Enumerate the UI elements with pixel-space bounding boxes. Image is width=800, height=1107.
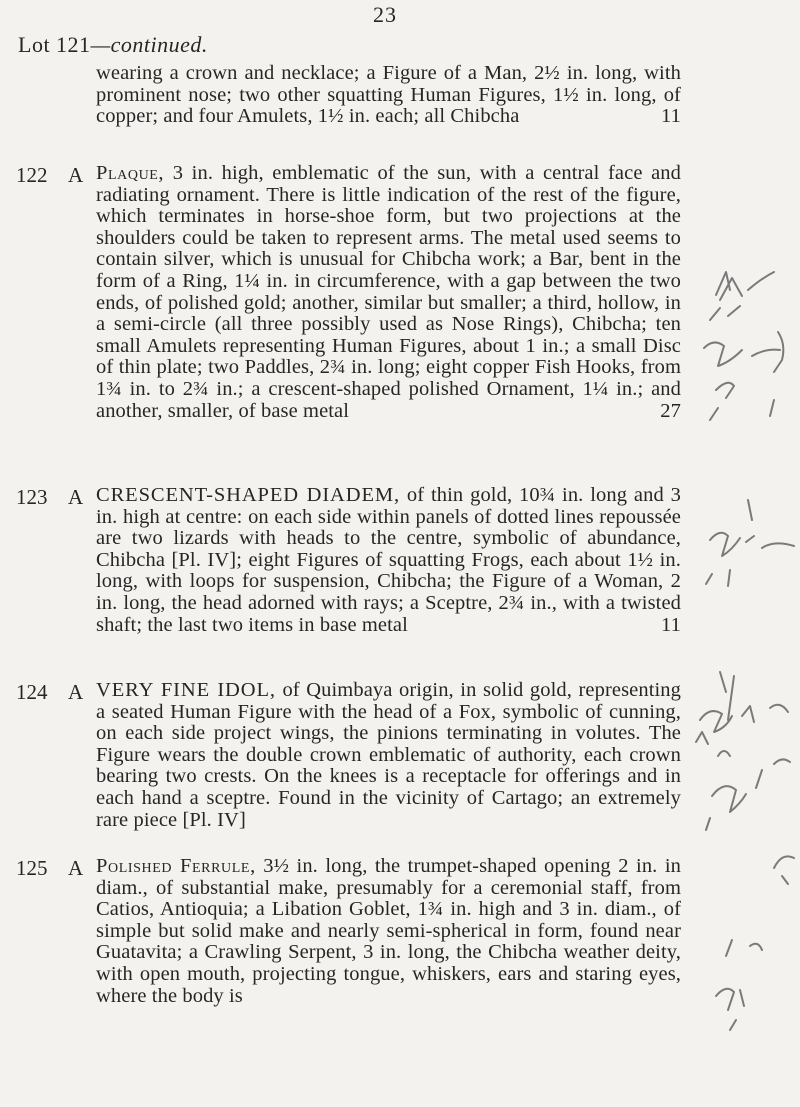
lot-label: Lot 121 bbox=[18, 32, 91, 57]
annotation-125 bbox=[716, 856, 794, 1030]
lot-number: 124 bbox=[16, 680, 48, 704]
entry-lead: Plaque, bbox=[96, 162, 165, 184]
entry-body bbox=[96, 680, 681, 831]
entry-text: 3½ in. long, the trumpet-shaped opening 2 in. in diam., of substantial make, presumably for a ceremonial staff, from Catios, Antioquia; a Libation Goblet, 1¾ in. high and 3 in. diam., of simple but solid make and nearly semi-spherical in form, found near Guatavita; a Crawling Serpent, 3 in. long, the Chibcha weather deity, with open mouth, projecting tongue, whiskers, ears and staring eyes, where the body is bbox=[96, 855, 682, 1007]
lot-header bbox=[18, 32, 208, 58]
entry-lead: CRESCENT-SHAPED DIADEM, bbox=[96, 484, 401, 506]
entry-text: of Quimbaya origin, in solid gold, representing a seated Human Figure with the head of a Fox, symbolic of cunning, on each side project wings, the pinions terminating in volutes. The Figure wears the double crown emblematic of authority, each crown bearing two crests. On the knees is a receptacle for offerings and in each hand a sceptre. Found in the vicinity of Cartago; an extremely rare piece [Pl. IV] bbox=[96, 679, 681, 831]
pencil-annotations bbox=[670, 0, 800, 1107]
annotation-122 bbox=[704, 272, 783, 420]
entry-text: 3 in. high, emblematic of the sun, with a central face and radiating ornament. There is little indication of the rest of the figure, which terminates in horse-shoe form, but two projections at the shoulders could be taken to represent arms. The metal used seems to contain silver, which is unusual for Chibcha work; a Bar, bent in the form of a Ring, 1¼ in. in circumference, with a gap between the two ends, of polished gold; another, similar but smaller; a third, hollow, in a semi-circle (all three possibly used as Nose Rings), Chibcha; ten small Amulets representing Human Figures, about 1 in.; a small Disc of thin plate; two Paddles, 2¾ in. long; eight copper Fish Hooks, from 1¾ in. to 2¾ in.; a crescent-shaped polished Ornament, 1¼ in.; and another, smaller, of base metal bbox=[96, 162, 681, 422]
page-number: 23 bbox=[373, 2, 397, 27]
lot-article: A bbox=[68, 680, 84, 704]
entry-body bbox=[96, 485, 681, 636]
lot-article: A bbox=[68, 485, 84, 509]
lot-article: A bbox=[68, 163, 84, 187]
entry-text: of thin gold, 10¾ in. long and 3 in. high at centre: on each side within panels of dotted lines repoussée are two lizards with heads to the centre, symbolic of abundance, Chibcha [Pl. IV]; eight Figures of squatting Frogs, each about 1½ in. long, with loops for suspension, Chibcha; the Figure of a Woman, 2 in. long, the head adorned with rays; a Sceptre, 2¾ in., with a twisted shaft; the last two items in base metal bbox=[96, 484, 681, 636]
entry-body bbox=[96, 856, 681, 1007]
lot-continued: —continued. bbox=[90, 32, 208, 57]
entry-lead: Polished Ferrule, bbox=[96, 855, 256, 877]
entry-body bbox=[96, 63, 681, 128]
entry-text: wearing a crown and necklace; a Figure of a Man, 2½ in. long, with prominent nose; two other squatting Human Figures, 1½ in. long, of copper; and four Amulets, 1½ in. each; all Chibcha bbox=[96, 62, 681, 128]
annotation-123 bbox=[706, 500, 794, 586]
lot-number: 122 bbox=[16, 163, 48, 187]
entry-body bbox=[96, 163, 681, 422]
lot-number: 125 bbox=[16, 856, 48, 880]
lot-article: A bbox=[68, 856, 84, 880]
annotation-124 bbox=[696, 672, 790, 830]
lot-number: 123 bbox=[16, 485, 48, 509]
entry-lead: VERY FINE IDOL, bbox=[96, 679, 276, 701]
entry-price: 11 bbox=[661, 613, 681, 636]
entry-price: 27 bbox=[660, 399, 681, 422]
entry-price: 11 bbox=[661, 105, 681, 128]
